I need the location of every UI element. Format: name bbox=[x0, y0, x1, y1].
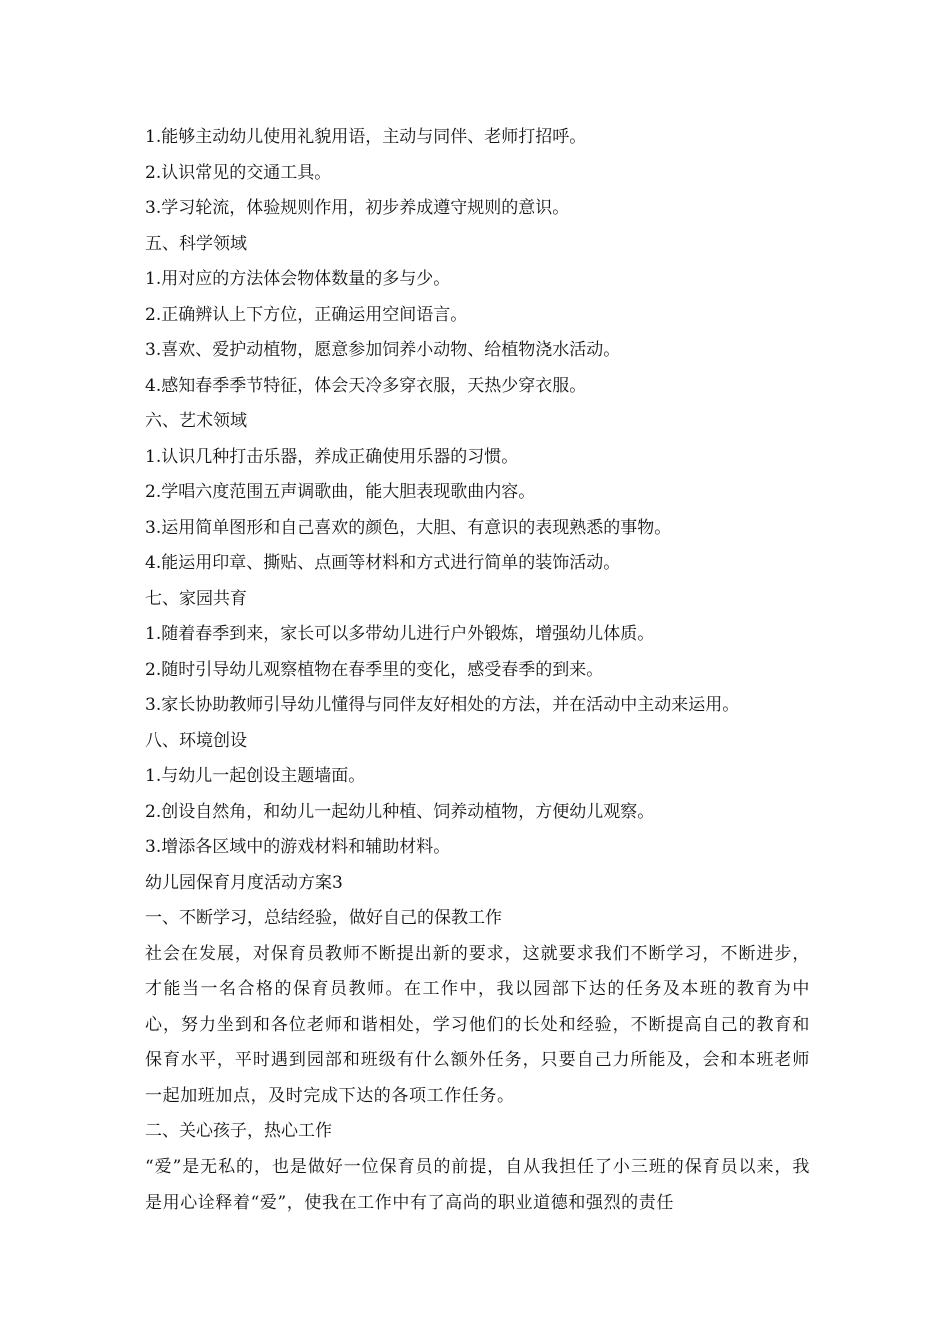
list-item: 1.随着春季到来，家长可以多带幼儿进行户外锻炼，增强幼儿体质。 bbox=[145, 624, 655, 644]
list-item: 4.感知春季季节特征，体会天冷多穿衣服，天热少穿衣服。 bbox=[145, 375, 587, 396]
section-heading: 六、艺术领域 bbox=[145, 411, 247, 431]
section-heading: 一、不断学习，总结经验，做好自己的保教工作 bbox=[145, 908, 502, 928]
list-item: 1.能够主动幼儿使用礼貌用语，主动与同伴、老师打招呼。 bbox=[145, 127, 587, 147]
body-paragraph: “爱”是无私的，也是做好一位保育员的前提，自从我担任了小三班的保育员以来，我是用心诠释着“爱”，使我在工作中有了高尚的职业道德和强烈的责任 bbox=[145, 1156, 810, 1213]
section-heading: 八、环境创设 bbox=[145, 730, 247, 751]
list-item: 1.认识几种打击乐器，养成正确使用乐器的习惯。 bbox=[145, 446, 519, 467]
list-item: 2.正确辨认上下方位，正确运用空间语言。 bbox=[145, 304, 468, 325]
body-paragraph: 社会在发展，对保育员教师不断提出新的要求，这就要求我们不断学习，不断进步，才能当一名合格的保育员教师。在工作中，我以园部下达的任务及本班的教育为中心，努力坐到和各位老师和谐相处，学习他们的长处和经验，不断提高自己的教育和保育水平，平时遇到园部和班级有什么额外任务，只要自己力所能及，会和本班老师一起加班加点，及时完成下达的各项工作任务。 bbox=[145, 943, 810, 1106]
list-item: 3.运用简单图形和自己喜欢的颜色，大胆、有意识的表现熟悉的事物。 bbox=[145, 517, 672, 538]
document-title: 幼儿园保育月度活动方案3 bbox=[145, 872, 343, 893]
list-item: 3.学习轮流，体验规则作用，初步养成遵守规则的意识。 bbox=[145, 198, 570, 218]
list-item: 2.创设自然角，和幼儿一起幼儿种植、饲养动植物，方便幼儿观察。 bbox=[145, 801, 655, 822]
list-item: 1.用对应的方法体会物体数量的多与少。 bbox=[145, 269, 451, 289]
list-item: 3.家长协助教师引导幼儿懂得与同伴友好相处的方法，并在活动中主动来运用。 bbox=[145, 695, 740, 715]
list-item: 4.能运用印章、撕贴、点画等材料和方式进行简单的装饰活动。 bbox=[145, 553, 621, 573]
section-heading: 七、家园共育 bbox=[145, 588, 247, 609]
list-item: 2.学唱六度范围五声调歌曲，能大胆表现歌曲内容。 bbox=[145, 482, 536, 502]
section-heading: 五、科学领域 bbox=[145, 233, 247, 254]
section-heading: 二、关心孩子，热心工作 bbox=[145, 1121, 332, 1142]
document-body bbox=[145, 120, 810, 1221]
list-item: 2.随时引导幼儿观察植物在春季里的变化，感受春季的到来。 bbox=[145, 659, 604, 680]
list-item: 3.喜欢、爱护动植物，愿意参加饲养小动物、给植物浇水活动。 bbox=[145, 340, 621, 360]
list-item: 1.与幼儿一起创设主题墙面。 bbox=[145, 766, 366, 786]
list-item: 2.认识常见的交通工具。 bbox=[145, 162, 332, 183]
list-item: 3.增添各区域中的游戏材料和辅助材料。 bbox=[145, 837, 451, 857]
